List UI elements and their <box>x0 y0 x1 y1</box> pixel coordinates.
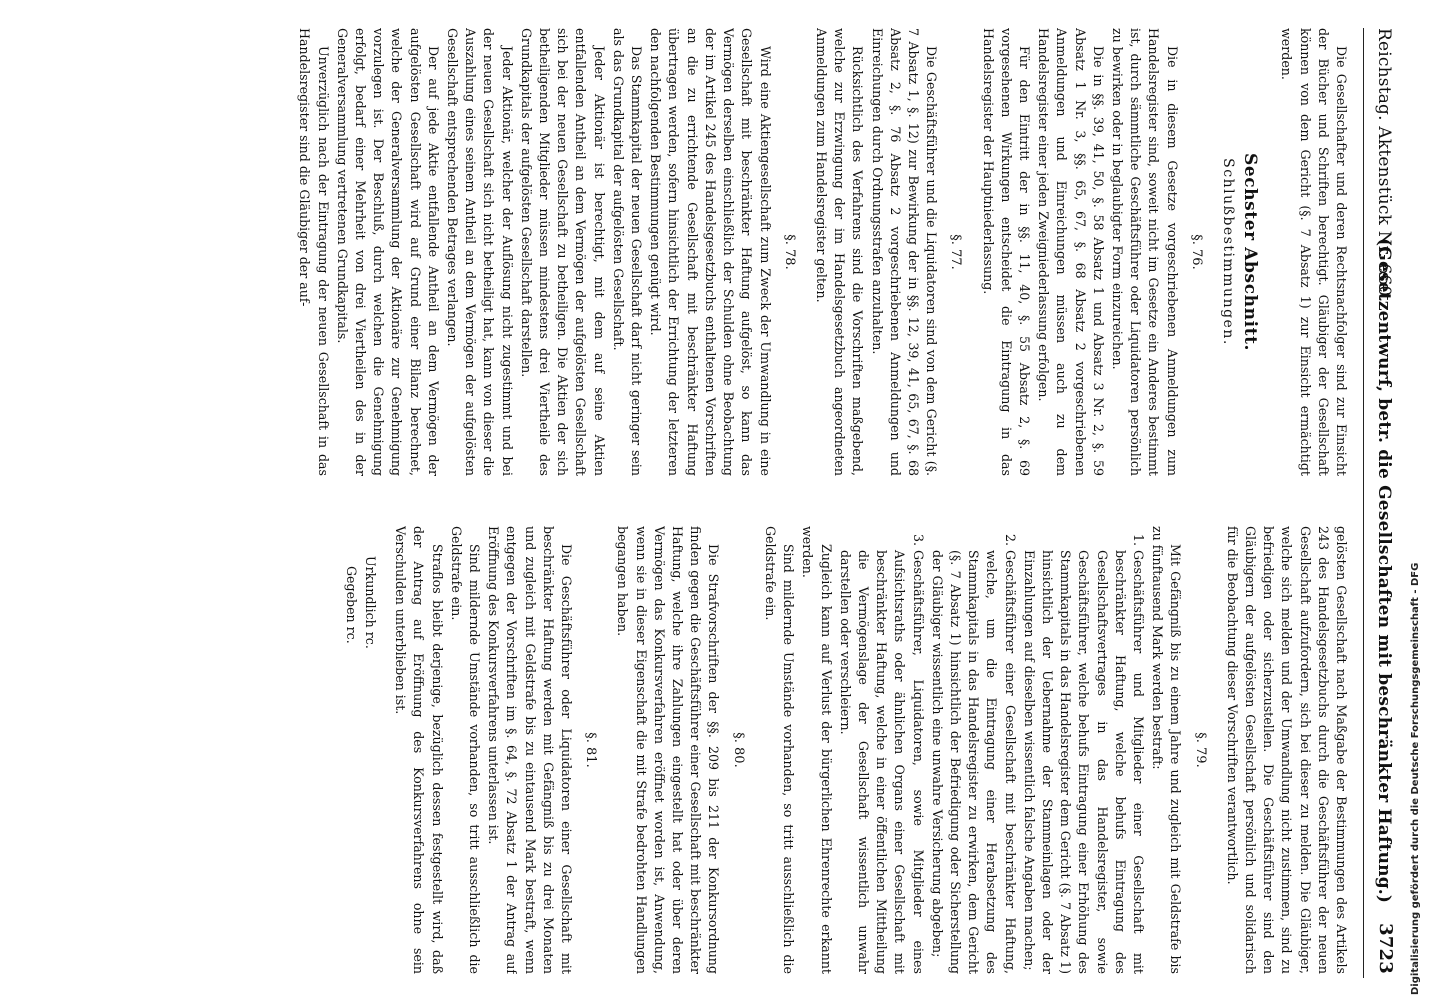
paragraph: Die Strafvorschriften der §§. 209 bis 211 der Konkursordnung finden gegen die Geschäftsführer einer Gesellschaft mit beschränkter Haftung, welche ihre Zahlungen eingestellt hat oder über deren Vermögen das Konkursverfahren eröffnet worden ist, Anwendung, wenn sie in dieser Eigenschaft die mit Strafe bedrohten Handlungen begangen haben. <box>615 526 722 974</box>
paragraph-heading-77: §. 77. <box>948 234 964 270</box>
paragraph: Jeder Aktionär, welcher der Auflösung nicht zugestimmt und bei der neuen Gesellschaft sich nicht betheiligt hat, kann von dieser die Auszahlung eines seinem Antheil an dem Vermögen der aufgelösten Gesellschaft entsprechenden Betrages verlangen. <box>445 28 515 476</box>
paragraph: Straflos bleibt derjenige, bezüglich dessen festgestellt wird, daß der Antrag auf Eröffnung des Konkursverfahrens ohne sein Verschulden unterblieben ist. <box>393 526 445 974</box>
paragraph-heading-76: §. 76. <box>1188 234 1204 270</box>
paragraph: Das Stammkapital der neuen Gesellschaft darf nicht geringer sein als das Grundkapital der aufgelösten Gesellschaft. <box>610 28 645 476</box>
paragraph: Mit Gefängniß bis zu einem Jahre und zugleich mit Geldstrafe bis zu fünftausend Mark werden bestraft: <box>1150 526 1184 974</box>
paragraph: Die in §§. 39, 41, 50, §. 58 Absatz 1 und Absatz 3 Nr. 2, §. 59 Absatz 1 Nr. 3, §§. 65, 67, §. 68 Absatz 2 vorgeschriebenen Anmeldungen und Einreichungen müssen auch zu dem Handelsregister einer jeden Zweigniederlassung erfolgen. <box>1036 28 1106 476</box>
paragraph: Für den Eintritt der in §§. 11, 40, §. 55 Absatz 2, §. 69 vorgesehenen Wirkungen entscheidet die Eintragung in das Handelsregister der Hauptniederlassung. <box>980 28 1032 476</box>
paragraph-heading-81: §. 81. <box>583 732 599 768</box>
right-column <box>50 526 1350 974</box>
section-title: Sechster Abschnitt. <box>1240 152 1261 352</box>
page-header <box>1363 28 1396 978</box>
paragraph: Unverzüglich nach der Eintragung der neuen Gesellschaft in das Handelsregister sind die Gläubiger der auf- <box>297 28 331 476</box>
section-subtitle: Schlußbestimmungen. <box>1219 158 1236 346</box>
paragraph-heading-78: §. 78. <box>781 234 797 270</box>
closing-formula: Urkundlich rc. <box>363 556 379 649</box>
paragraph-heading-80: §. 80. <box>730 732 746 768</box>
offence-list <box>836 526 1147 974</box>
paragraph: Die in diesem Gesetze vorgeschriebenen Anmeldungen zum Handelsregister sind, soweit nicht im Gesetze ein Anderes bestimmt ist, durch sämmtliche Geschäftsführer oder Liquidatoren persönlich zu bewirken oder in beglaubigter Form einzureichen. <box>1109 28 1180 476</box>
paragraph: Sind mildernde Umstände vorhanden, so tritt ausschließlich die Geldstrafe ein. <box>762 526 797 974</box>
list-item: 1. Geschäftsführer und Mitglieder einer Gesellschaft mit beschränkter Haftung, welche behufs Eintragung des Gesellschaftsvertrages in das Handelsregister, sowie Geschäftsführer, welche behufs Eintragung einer Erhöhung des Stammkapitals in das Handelsregister dem Gericht (§. 7 Absatz 1) hinsichtlich der Uebernahme der Stammeinlagen oder der Einzahlungen auf dieselben wissentlich falsche Angaben machen; <box>1020 550 1147 974</box>
left-column <box>50 28 1350 476</box>
paragraph: Sind mildernde Umstände vorhanden, so tritt ausschließlich die Geldstrafe ein. <box>448 526 483 974</box>
paragraph: Die Geschäftsführer oder Liquidatoren einer Gesellschaft mit beschränkter Haftung werden mit Gefängniß bis zu drei Monaten und zugleich mit Geldstrafe bis zu eintausend Mark bestraft, wenn entgegen der Vorschriften im §. 64, §. 72 Absatz 1 der Antrag auf Eröffnung des Konkursverfahrens unterlassen ist. <box>486 526 575 974</box>
paragraph: Der auf jede Aktie entfallende Antheil an dem Vermögen der aufgelösten Gesellschaft wird auf Grund einer Bilanz berechnet, welche der Generalversammlung der Aktionäre zur Genehmigung vorzulegen ist. Der Beschluß, durch welchen die Genehmigung erfolgt, bedarf einer Mehrheit von drei Viertheilen des in der Generalversammlung vertretenen Grundkapitals. <box>334 28 441 476</box>
header-title: (Gesetzentwurf, betr. die Gesellschaften mit beschränkter Haftung.) <box>1374 238 1394 904</box>
paragraph: Zugleich kann auf Verlust der bürgerlichen Ehrenrechte erkannt werden. <box>800 526 834 974</box>
page-number: 3723 <box>1375 923 1396 974</box>
paragraph: Die Gesellschafter und deren Rechtsnachfolger sind zur Einsicht der Bücher und Schriften berechtigt. Gläubiger der Gesellschaft können von dem Gericht (§. 7 Absatz 1) zur Einsicht ermächtigt werden. <box>1279 28 1349 476</box>
paragraph-heading-79: §. 79. <box>1192 732 1208 768</box>
paragraph: gelösten Gesellschaft nach Maßgabe der Bestimmungen des Artikels 243 des Handelsgesetzbuchs durch die Geschäftsführer der neuen Gesellschaft aufzufordern, sich bei dieser zu melden. Die Gläubiger, welche sich melden und der Umwandlung nicht zustimmen, sind zu befriedigen oder sicherzustellen. Die Geschäftsführer sind den Gläubigern der aufgelösten Gesellschaft persönlich und solidarisch für die Beobachtung dieser Vorschriften verantwortlich. <box>1224 526 1349 974</box>
list-item: 2. Geschäftsführer einer Gesellschaft mit beschränkter Haftung, welche, um die Eintragung einer Herabsetzung des Stammkapitals in das Handelsregister zu erwirken, dem Gericht (§. 7 Absatz 1) hinsichtlich der Befriedigung oder Sicherstellung der Gläubiger wissentlich eine unwahre Versicherung abgeben; <box>928 550 1019 974</box>
paragraph: Die Geschäftsführer und die Liquidatoren sind von dem Gericht (§. 7 Absatz 1, §. 12) zur Bewirkung der in §§. 12, 39, 41, 65, 67, §. 68 Absatz 2, §. 76 Absatz 2 vorgeschriebenen Anmeldungen und Einreichungen durch Ordnungsstrafen anzuhalten. <box>869 28 940 476</box>
dfg-margin-note: Digitalisierung gefördert durch die Deutsche Forschungsgemeinschaft - DFG <box>1410 562 1421 995</box>
header-publication: Reichstag. Aktenstück Nr. 660. <box>1374 28 1394 303</box>
paragraph: Wird eine Aktiengesellschaft zum Zweck der Umwandlung in eine Gesellschaft mit beschränkter Haftung aufgelöst, so kann das Vermögen derselben einschließlich der Schulden ohne Beobachtung der im Artikel 245 des Handelsgesetzbuchs enthaltenen Vorschriften an die zu errichtende Gesellschaft mit beschränkter Haftung übertragen werden, sofern hinsichtlich der Errichtung der letzteren den nachfolgenden Bestimmungen genügt wird. <box>648 28 773 476</box>
list-item: 3. Geschäftsführer, Liquidatoren, sowie Mitglieder eines Aufsichtsraths oder ähnlichen Organs einer Gesellschaft mit beschränkter Haftung, welche in einer öffentlichen Mittheilung die Vermögenslage der Gesellschaft wissentlich unwahr darstellen oder verschleiern. <box>836 550 927 974</box>
closing-formula: Gegeben rc. <box>343 566 359 644</box>
paragraph: Jeder Aktionär ist berechtigt, mit dem auf seine Aktien entfallenden Antheil an dem Vermögen der aufgelösten Gesellschaft sich bei der neuen Gesellschaft zu betheiligen. Die Aktien der sich betheiligenden Mitglieder müssen mindestens drei Viertheile des Grundkapitals der aufgelösten Gesellschaft darstellen. <box>518 28 607 476</box>
paragraph: Rücksichtlich des Verfahrens sind die Vorschriften maßgebend, welche zur Erzwingung der im Handelsgesetzbuch angeordneten Anmeldungen zum Handelsregister gelten. <box>813 28 866 476</box>
